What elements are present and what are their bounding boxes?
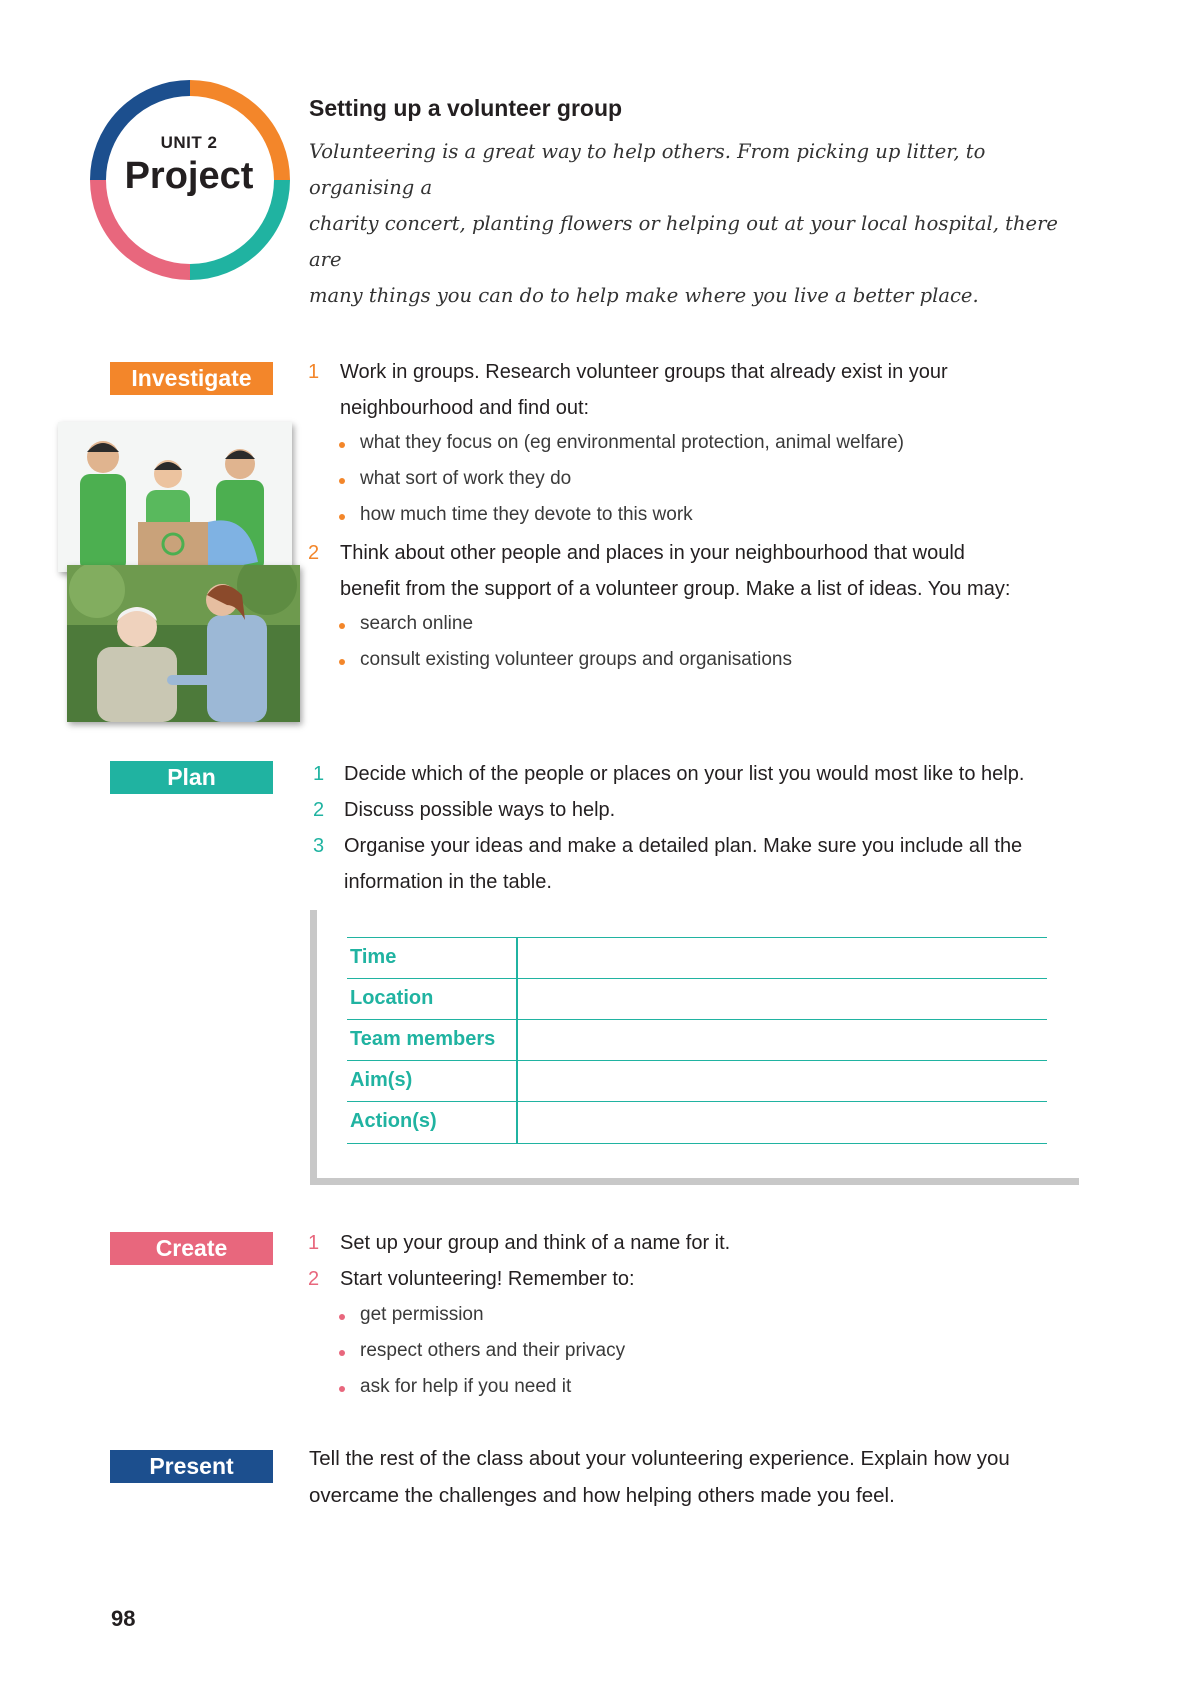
table-row xyxy=(347,1101,1047,1144)
present-paragraph xyxy=(309,1440,1099,1514)
bullet-dot xyxy=(339,478,345,484)
item-number: 1 xyxy=(308,361,320,383)
present-line: Tell the rest of the class about your volunteering experience. Explain how you xyxy=(309,1447,1010,1470)
bullet-item: search online xyxy=(360,613,474,634)
section-label-present: Present xyxy=(110,1450,273,1483)
unit-number: UNIT 2 xyxy=(160,133,218,152)
section-label-investigate: Investigate xyxy=(110,362,273,395)
bullet-dot xyxy=(339,442,345,448)
table-row xyxy=(347,1019,1047,1061)
table-row xyxy=(347,937,1047,979)
bullet-item: how much time they devote to this work xyxy=(360,504,693,525)
bullet-dot xyxy=(339,659,345,665)
table-row-label: Team members xyxy=(350,1028,496,1050)
bullet-dot xyxy=(339,1350,345,1356)
table-divider xyxy=(516,1102,518,1143)
item-number: 1 xyxy=(313,763,325,785)
bullet-item: what they focus on (eg environmental protection, animal welfare) xyxy=(360,432,904,453)
instruction-line: Work in groups. Research volunteer groups that already exist in your xyxy=(340,361,948,383)
table-row xyxy=(347,1060,1047,1102)
table-row-label: Action(s) xyxy=(350,1110,437,1132)
instruction-line: Start volunteering! Remember to: xyxy=(340,1268,635,1290)
instruction-line: Discuss possible ways to help. xyxy=(344,799,616,821)
table-row-label: Time xyxy=(350,946,397,968)
page-number: 98 xyxy=(111,1606,136,1631)
table-row xyxy=(347,978,1047,1020)
table-row-label: Location xyxy=(350,987,434,1009)
bullet-dot xyxy=(339,514,345,520)
item-number: 2 xyxy=(308,542,320,564)
bullet-item: what sort of work they do xyxy=(360,468,572,489)
intro-line: charity concert, planting flowers or helping out at your local hospital, there are xyxy=(309,212,1058,271)
item-number: 1 xyxy=(308,1232,320,1254)
instruction-line: Think about other people and places in your neighbourhood that would xyxy=(340,542,965,564)
item-number: 3 xyxy=(313,835,325,857)
volunteers-recycling-photo xyxy=(58,422,292,572)
table-row-label: Aim(s) xyxy=(350,1069,413,1091)
instruction-line: Set up your group and think of a name for it. xyxy=(340,1232,731,1254)
instruction-line: neighbourhood and find out: xyxy=(340,397,590,419)
bullet-dot xyxy=(339,1386,345,1392)
item-number: 2 xyxy=(313,799,325,821)
instruction-line: information in the table. xyxy=(344,871,552,893)
table-divider xyxy=(516,938,518,979)
bullet-item: ask for help if you need it xyxy=(360,1376,572,1397)
bullet-item: respect others and their privacy xyxy=(360,1340,626,1361)
bullet-dot xyxy=(339,623,345,629)
table-divider xyxy=(516,979,518,1020)
page-title: Setting up a volunteer group xyxy=(309,95,623,121)
intro-line: many things you can do to help make where you live a better place. xyxy=(309,284,979,307)
section-label-plan: Plan xyxy=(110,761,273,794)
bullet-item: consult existing volunteer groups and organisations xyxy=(360,649,792,670)
present-line: overcame the challenges and how helping others made you feel. xyxy=(309,1484,895,1507)
intro-line: Volunteering is a great way to help others. From picking up litter, to organising a xyxy=(309,140,986,199)
intro-paragraph xyxy=(309,134,1069,314)
bullet-dot xyxy=(339,1314,345,1320)
table-divider xyxy=(516,1061,518,1102)
table-divider xyxy=(516,1020,518,1061)
item-number: 2 xyxy=(308,1268,320,1290)
instruction-line: Organise your ideas and make a detailed plan. Make sure you include all the xyxy=(344,835,1023,857)
bullet-item: get permission xyxy=(360,1304,484,1325)
unit-project-title: Project xyxy=(124,155,254,197)
section-label-create: Create xyxy=(110,1232,273,1265)
instruction-line: Decide which of the people or places on your list you would most like to help. xyxy=(344,763,1025,785)
instruction-line: benefit from the support of a volunteer group. Make a list of ideas. You may: xyxy=(340,578,1011,600)
elderly-care-photo xyxy=(67,565,300,722)
